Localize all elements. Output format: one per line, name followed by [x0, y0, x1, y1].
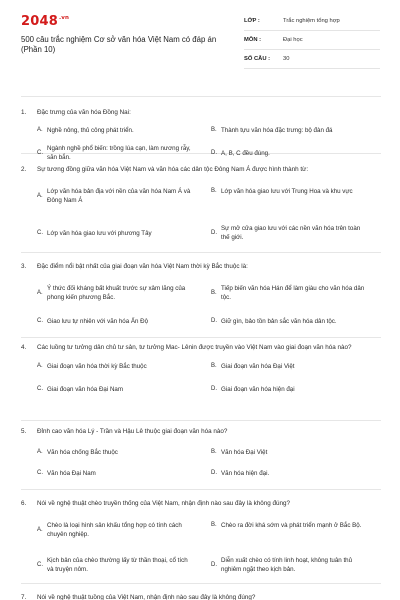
logo-brand: 2048: [21, 14, 58, 29]
option-letter: A.: [37, 289, 43, 296]
option-letter: C.: [37, 561, 43, 568]
option-d[interactable]: [211, 317, 366, 326]
meta-value: 30: [283, 56, 290, 62]
divider: [21, 337, 381, 338]
question-text: Các luồng tư tưởng dân chủ tư sản, tư tưởng Mac- Lênin được truyền vào Việt Nam vào giai đoạn văn hóa nào?: [37, 344, 352, 351]
option-text: A, B, C đều đúng.: [221, 150, 270, 157]
option-a[interactable]: [37, 521, 192, 539]
option-letter: B.: [211, 363, 217, 369]
option-letter: B.: [211, 289, 217, 296]
option-text: Giai đoạn văn hóa Đại Nam: [47, 386, 124, 393]
question-number: 1.: [21, 109, 27, 116]
option-text: Văn hóa Đại Việt: [221, 449, 268, 456]
question-text: Sự tương đồng giữa văn hóa Việt Nam và văn hóa các dân tộc Đông Nam Á được hình thành từ:: [37, 166, 309, 173]
option-letter: C.: [37, 470, 43, 476]
option-text: Tiếp biến văn hóa Hán để làm giàu cho văn hóa dân tộc.: [221, 285, 365, 301]
option-letter: D.: [211, 150, 217, 156]
option-c[interactable]: [37, 229, 192, 238]
question-number: 5.: [21, 428, 27, 435]
option-letter: D.: [211, 470, 217, 476]
divider: [21, 420, 381, 421]
meta-label: MÔN :: [244, 37, 262, 43]
question-number: 6.: [21, 500, 27, 507]
option-d[interactable]: [211, 224, 366, 242]
option-text: Sự mở cửa giao lưu với các nền văn hóa trên toàn thế giới.: [221, 225, 361, 241]
option-text: Giai đoạn văn hóa thời kỳ Bắc thuộc: [47, 363, 147, 370]
meta-label: SỐ CÂU :: [244, 56, 271, 62]
option-text: Giai đoạn văn hóa hiện đại: [221, 386, 295, 393]
question-5: [21, 427, 381, 477]
question-number: 7.: [21, 594, 27, 600]
document-title: 500 câu trắc nghiệm Cơ sở văn hóa Việt Nam có đáp án (Phần 10): [21, 35, 217, 54]
option-b[interactable]: [211, 284, 366, 302]
divider: [21, 252, 381, 253]
option-letter: A.: [37, 449, 43, 455]
option-letter: A.: [37, 192, 43, 199]
question-1: [21, 108, 381, 161]
option-letter: B.: [211, 522, 217, 528]
option-a[interactable]: [37, 284, 192, 302]
question-2: [21, 165, 381, 241]
divider: [21, 489, 381, 490]
meta-row-subject: [244, 31, 380, 50]
question-text: Nói về nghệ thuật chèo truyền thống của Việt Nam, nhận định nào sau đây là không đúng?: [37, 500, 290, 507]
question-number: 4.: [21, 344, 27, 351]
option-text: Văn hóa Đại Nam: [47, 470, 96, 477]
option-text: Văn hóa hiện đại.: [221, 470, 270, 477]
question-4: [21, 343, 381, 393]
option-d[interactable]: [211, 469, 366, 478]
option-letter: C.: [37, 386, 43, 392]
option-text: Lớp văn hóa giao lưu với phương Tây: [47, 230, 152, 237]
divider: [21, 583, 381, 584]
meta-info: [244, 12, 380, 69]
option-text: Kịch bản của chèo thường lấy từ thần thoại, cổ tích và truyện nôm.: [47, 557, 188, 573]
question-3: [21, 262, 381, 325]
option-letter: B.: [211, 127, 217, 133]
meta-label: LỚP :: [244, 18, 260, 24]
option-text: Lớp văn hóa giao lưu với Trung Hoa và khu vực: [221, 188, 353, 195]
option-b[interactable]: [211, 521, 366, 530]
question-text: Đặc điểm nổi bật nhất của giai đoạn văn hóa Việt Nam thời kỳ Bắc thuộc là:: [37, 263, 248, 270]
option-letter: B.: [211, 449, 217, 455]
option-a[interactable]: [37, 362, 192, 371]
option-b[interactable]: [211, 126, 366, 135]
meta-row-count: [244, 50, 380, 69]
option-c[interactable]: [37, 556, 192, 574]
question-text: Đỉnh cao văn hóa Lý - Trần và Hậu Lê thuộc giai đoạn văn hóa nào?: [37, 428, 228, 435]
option-c[interactable]: [37, 317, 192, 326]
header: [0, 0, 400, 74]
option-a[interactable]: [37, 448, 192, 457]
option-text: Ý thức đối kháng bất khuất trước sự xâm lăng của phong kiến phương Bắc.: [47, 285, 186, 301]
option-letter: D.: [211, 386, 217, 392]
logo-suffix: .vn: [58, 15, 70, 21]
option-d[interactable]: [211, 556, 366, 574]
option-text: Giai đoạn văn hóa Đại Việt: [221, 363, 295, 370]
question-6: [21, 499, 381, 573]
option-b[interactable]: [211, 362, 366, 371]
option-text: Giữ gìn, bảo tồn bản sắc văn hóa dân tộc.: [221, 318, 337, 325]
question-7: [21, 593, 381, 600]
question-number: 2.: [21, 166, 27, 173]
option-text: Thành tựu văn hóa đặc trưng: bộ đàn đá: [221, 127, 333, 134]
option-c[interactable]: [37, 385, 192, 394]
option-a[interactable]: [37, 126, 192, 135]
option-text: Văn hóa chống Bắc thuộc: [47, 449, 118, 456]
question-text: Nói về nghệ thuật tuồng của Việt Nam, nhận định nào sau đây là không đúng?: [37, 594, 256, 600]
option-text: Lớp văn hóa bản địa với nền của văn hóa Nam Á và Đông Nam Á: [47, 188, 191, 204]
option-text: Chèo ra đời khá sớm và phát triển mạnh ở Bắc Bộ.: [221, 522, 362, 529]
option-c[interactable]: [37, 469, 192, 478]
option-text: Diễn xuất chèo có tính linh hoạt, không tuân thủ nghiêm ngặt theo kịch bản.: [221, 557, 353, 573]
option-a[interactable]: [37, 187, 192, 205]
option-letter: A.: [37, 363, 43, 369]
meta-value[interactable]: Đại học: [283, 37, 303, 43]
option-c[interactable]: [37, 144, 192, 162]
option-letter: D.: [211, 318, 217, 324]
option-b[interactable]: [211, 448, 366, 457]
question-number: 3.: [21, 263, 27, 270]
option-b[interactable]: [211, 187, 366, 196]
option-letter: D.: [211, 561, 217, 568]
site-logo[interactable]: [21, 14, 69, 29]
option-text: Chèo là loại hình sân khấu tổng hợp có tính cách chuyên nghiệp.: [47, 522, 182, 538]
option-letter: D.: [211, 229, 217, 236]
question-text: Đặc trưng của văn hóa Đồng Nai:: [37, 109, 131, 116]
option-text: Giao lưu tự nhiên với văn hóa Ấn Độ: [47, 318, 149, 325]
option-d[interactable]: [211, 385, 366, 394]
meta-value[interactable]: Trắc nghiệm tổng hợp: [283, 18, 340, 24]
option-letter: B.: [211, 188, 217, 194]
option-letter: A.: [37, 526, 43, 533]
option-text: Ngành nghề phổ biến: trồng lúa cạn, làm nương rẫy, săn bắn.: [47, 145, 191, 161]
option-d[interactable]: [211, 149, 366, 158]
option-letter: C.: [37, 149, 43, 156]
option-letter: C.: [37, 318, 43, 324]
option-text: Nghề nông, thủ công phát triển.: [47, 127, 134, 134]
option-letter: A.: [37, 127, 43, 133]
divider: [21, 96, 381, 97]
option-letter: C.: [37, 230, 43, 236]
meta-row-class: [244, 12, 380, 31]
